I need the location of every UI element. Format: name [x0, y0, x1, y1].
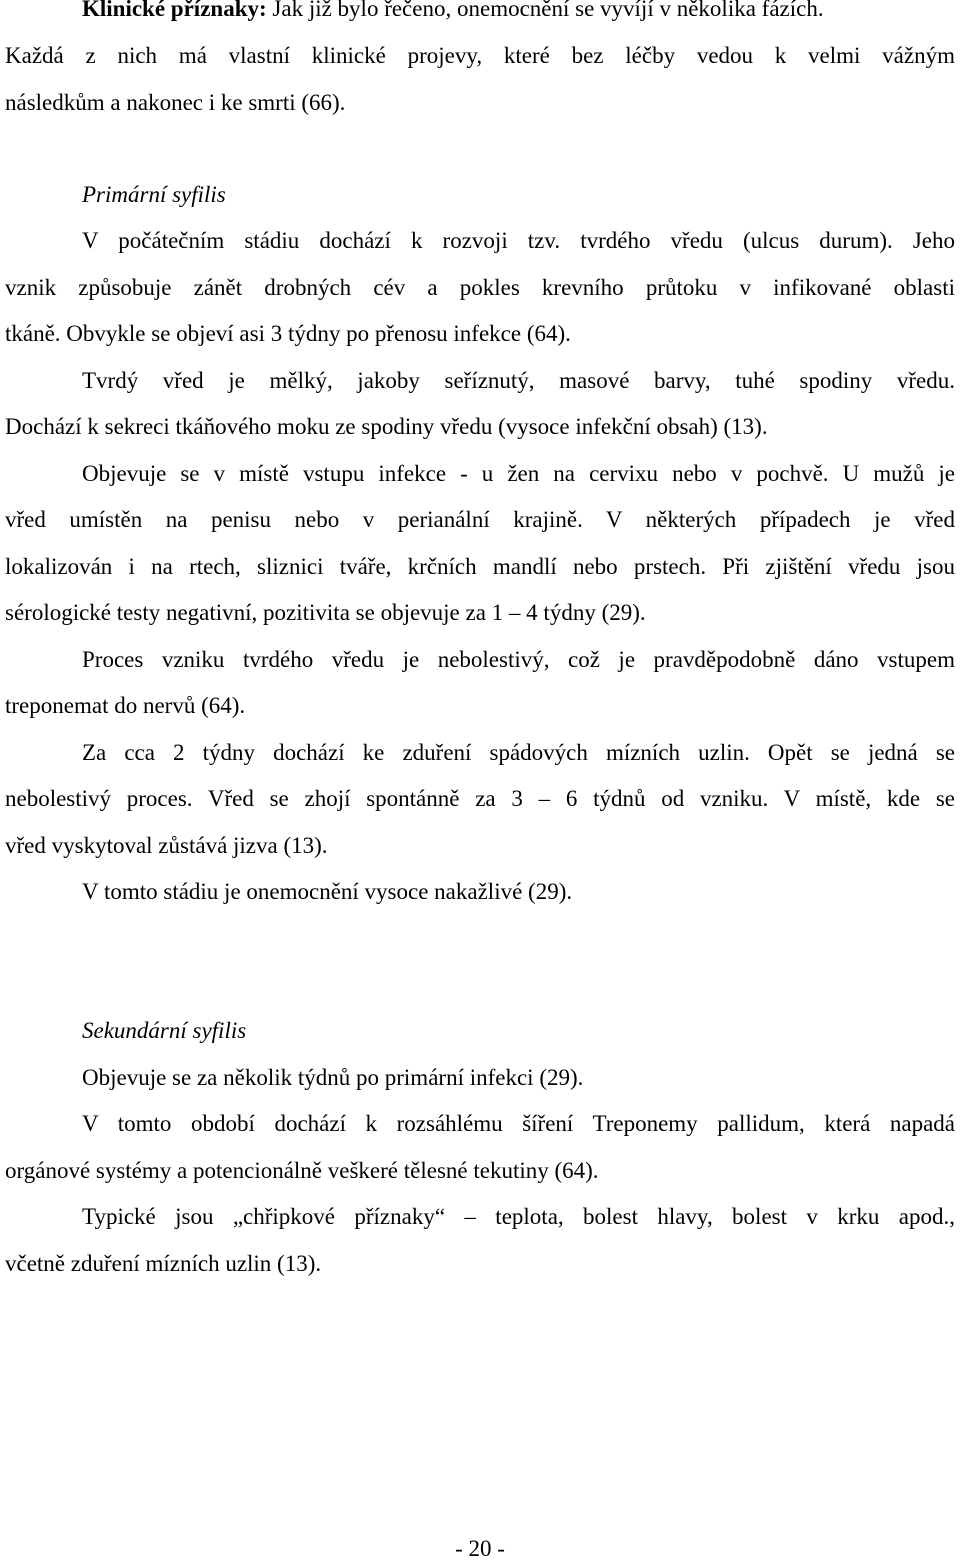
primary-line-9: sérologické testy negativní, pozitivita se objevuje za 1 – 4 týdny (29).: [5, 600, 646, 625]
secondary-line-3: orgánové systémy a potencionálně veškeré tělesné tekutiny (64).: [5, 1158, 599, 1183]
secondary-line-1: Objevuje se za několik týdnů po primární infekci (29).: [82, 1065, 584, 1090]
primary-line-15: V tomto stádiu je onemocnění vysoce nakažlivé (29).: [82, 879, 573, 904]
primary-line-3: tkáně. Obvykle se objeví asi 3 týdny po přenosu infekce (64).: [5, 321, 571, 346]
primary-line-8: lokalizován i na rtech, sliznici tváře, krčních mandlí nebo prstech. Při zjištění vředu jsou: [5, 554, 955, 579]
page-number: - 20 -: [455, 1536, 505, 1561]
secondary-line-2: V tomto období dochází k rozsáhlému šíření Treponemy pallidum, která napadá: [82, 1111, 955, 1136]
secondary-line-4: Typické jsou „chřipkové příznaky“ – teplota, bolest hlavy, bolest v krku apod.,: [82, 1204, 955, 1229]
primary-line-12: Za cca 2 týdny dochází ke zduření spádových mízních uzlin. Opět se jedná se: [82, 740, 955, 765]
intro-line-2: Každá z nich má vlastní klinické projevy, které bez léčby vedou k velmi vážným: [5, 43, 955, 68]
intro-text: Jak již bylo řečeno, onemocnění se vyvíjí v několika fázích.: [272, 0, 824, 21]
intro-line-3: následkům a nakonec i ke smrti (66).: [5, 90, 346, 115]
primary-line-14: vřed vyskytoval zůstává jizva (13).: [5, 833, 328, 858]
primary-line-10: Proces vzniku tvrdého vředu je nebolestivý, což je pravděpodobně dáno vstupem: [82, 647, 955, 672]
secondary-heading: Sekundární syfilis: [82, 1018, 247, 1043]
primary-line-2: vznik způsobuje zánět drobných cév a pokles krevního průtoku v infikované oblasti: [5, 275, 955, 300]
primary-line-13: nebolestivý proces. Vřed se zhojí spontánně za 3 – 6 týdnů od vzniku. V místě, kde se: [5, 786, 955, 811]
primary-line-7: vřed umístěn na penisu nebo v perianální krajině. V některých případech je vřed: [5, 507, 955, 532]
primary-line-6: Objevuje se v místě vstupu infekce - u žen na cervixu nebo v pochvě. U mužů je: [82, 461, 955, 486]
intro-label: Klinické příznaky:: [82, 0, 267, 21]
primary-line-5: Dochází k sekreci tkáňového moku ze spodiny vředu (vysoce infekční obsah) (13).: [5, 414, 768, 439]
intro-line-1: [82, 0, 955, 24]
primary-line-1: V počátečním stádiu dochází k rozvoji tzv. tvrdého vředu (ulcus durum). Jeho: [82, 228, 955, 253]
primary-line-11: treponemat do nervů (64).: [5, 693, 246, 718]
primary-line-4: Tvrdý vřed je mělký, jakoby seříznutý, masové barvy, tuhé spodiny vředu.: [82, 368, 955, 393]
secondary-line-5: včetně zduření mízních uzlin (13).: [5, 1251, 322, 1276]
primary-heading: Primární syfilis: [82, 182, 226, 207]
